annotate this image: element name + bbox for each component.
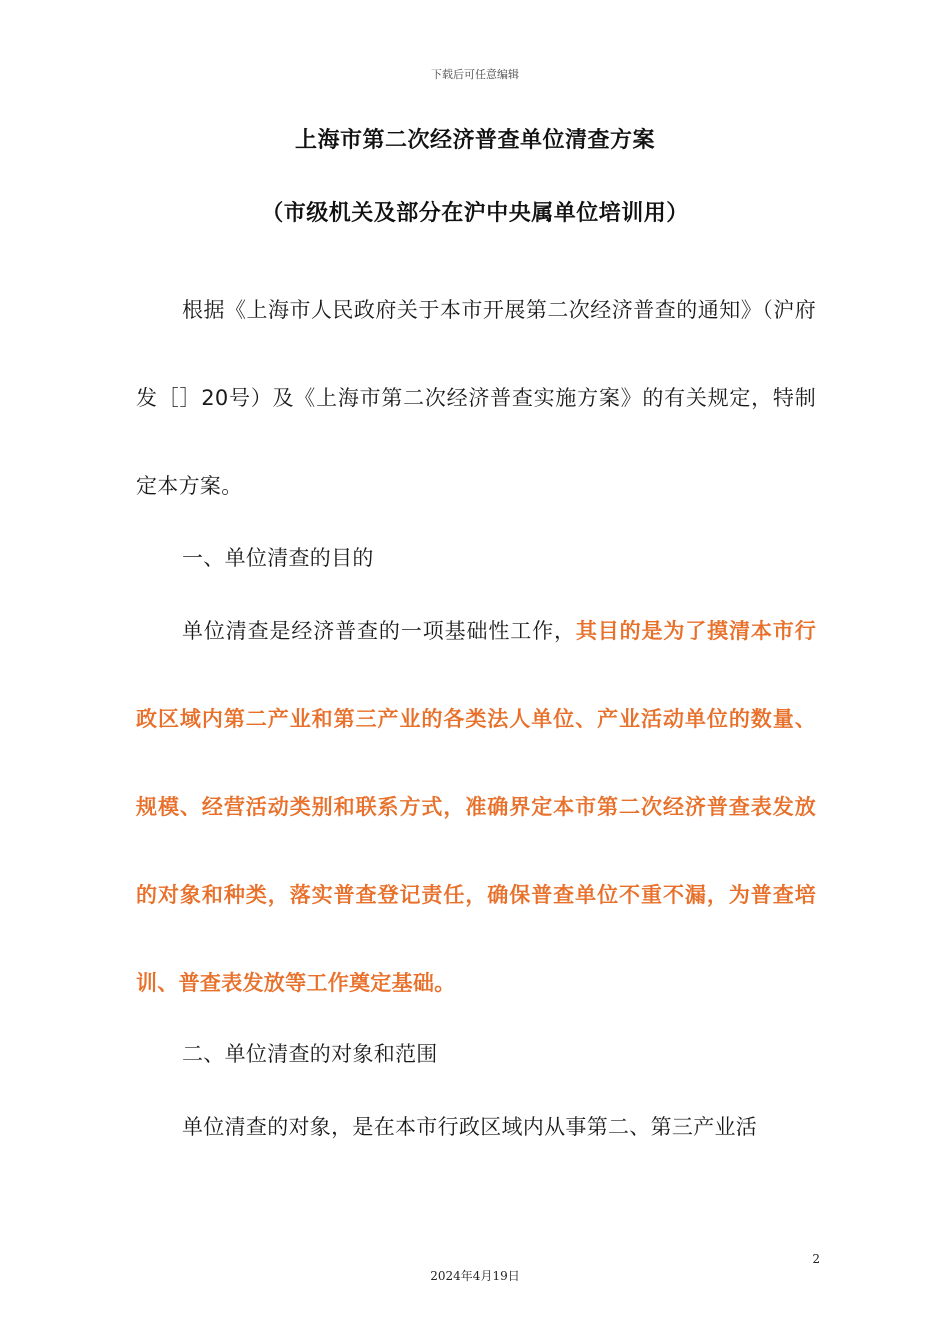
paragraph-purpose-plain: 单位清查是经济普查的一项基础性工作， <box>182 619 576 643</box>
paragraph-scope: 单位清查的对象，是在本市行政区域内从事第二、第三产业活 <box>182 1115 758 1139</box>
paragraph-intro: 根据《上海市人民政府关于本市开展第二次经济普查的通知》（沪府发［］20号）及《上海市第二次经济普查实施方案》的有关规定，特制定本方案。 <box>136 298 816 498</box>
paragraph-purpose <box>136 587 816 1027</box>
section-heading-purpose: 一、单位清查的目的 <box>182 546 374 570</box>
document-title: 上海市第二次经济普查单位清查方案 <box>294 128 655 153</box>
page-footer-date: 2024年4月19日 <box>430 1269 520 1283</box>
paragraph-purpose-highlight: 其目的是为了摸清本市行政区域内第二产业和第三产业的各类法人单位、产业活动单位的数量、规模、经营活动类别和联系方式，准确界定本市第二次经济普查表发放的对象和种类，落实普查登记责任，确保普查单位不重不漏，为普查培训、普查表发放等工作奠定基础。 <box>136 619 816 995</box>
page-number: 2 <box>812 1252 820 1266</box>
document-subtitle: （市级机关及部分在沪中央属单位培训用） <box>261 201 689 226</box>
section-heading-scope: 二、单位清查的对象和范围 <box>182 1042 438 1066</box>
page-header-note: 下载后可任意编辑 <box>431 68 519 81</box>
